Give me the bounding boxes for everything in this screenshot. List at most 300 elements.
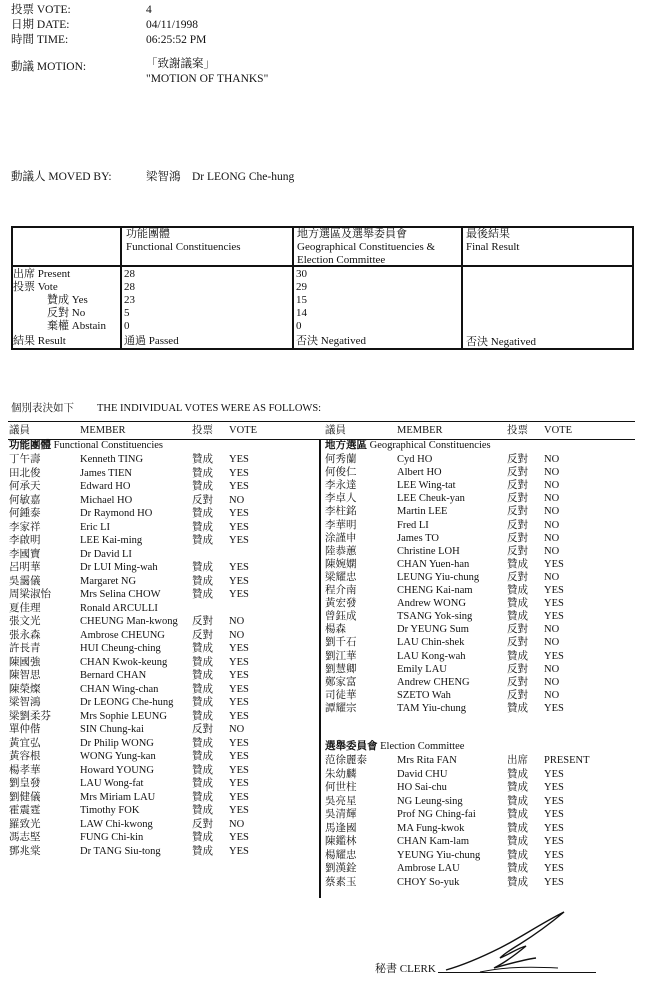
vote-row-vote-en: YES xyxy=(544,863,564,874)
vote-row-member-en: Albert HO xyxy=(397,467,442,479)
vote-row-member-cn: 楊孝華 xyxy=(9,764,41,776)
date-value: 04/11/1998 xyxy=(146,19,198,31)
vote-row-vote-cn: 反對 xyxy=(507,519,528,531)
votes-column-divider xyxy=(319,439,321,898)
summary-head-gc-en1: Geographical Constituencies & xyxy=(297,241,436,253)
vote-row-member-en: Christine LOH xyxy=(397,545,460,557)
summary-row-abstain: 棄權 Abstain xyxy=(47,320,106,332)
vote-row-vote-cn: 贊成 xyxy=(192,589,213,600)
gc-present-value: 30 xyxy=(296,268,307,280)
vote-row-member-en: LEE Kai-ming xyxy=(80,535,143,546)
vote-row-member-cn: 丁午壽 xyxy=(9,454,41,465)
vote-row-vote-cn: 贊成 xyxy=(507,650,528,662)
vote-row-member-en: LAU Kong-wah xyxy=(397,650,466,662)
vote-row-vote-cn: 贊成 xyxy=(507,822,528,834)
vote-row-member-en: Dr Raymond HO xyxy=(80,508,153,519)
vote-row-vote-en: YES xyxy=(229,589,249,600)
vote-row-vote-cn: 贊成 xyxy=(507,863,528,874)
vote-row-vote-en: YES xyxy=(229,562,249,573)
vote-row-member-en: Ambrose CHEUNG xyxy=(80,629,165,641)
ec-section-title xyxy=(325,742,464,753)
vote-row-member-en: Emily LAU xyxy=(397,663,447,675)
summary-row-no: 反對 No xyxy=(47,307,86,319)
signature-stroke xyxy=(446,912,564,970)
vote-row-vote-en: YES xyxy=(229,454,249,465)
votes-intro-en: THE INDIVIDUAL VOTES WERE AS FOLLOWS: xyxy=(97,403,322,414)
time-label: 時間 TIME: xyxy=(11,34,69,46)
vote-row-member-en: LEUNG Yiu-chung xyxy=(397,571,480,583)
vote-row-vote-cn: 反對 xyxy=(192,616,213,627)
fc-head-vote-cn: 投票 xyxy=(192,425,213,436)
vote-row-member-cn: 李啟明 xyxy=(9,535,41,546)
vote-row-member-cn: 劉漢銓 xyxy=(325,863,357,874)
vote-row-member-en: Dr LUI Ming-wah xyxy=(80,562,158,573)
vote-row-vote-en: NO xyxy=(544,545,560,557)
vote-row-member-en: Andrew WONG xyxy=(397,598,466,610)
vote-row-member-cn: 楊耀忠 xyxy=(325,849,357,861)
vote-row-member-cn: 呂明華 xyxy=(9,562,41,573)
vote-row-vote-cn: 反對 xyxy=(192,494,213,506)
vote-row-vote-en: NO xyxy=(544,454,560,465)
vote-row-member-cn: 許長青 xyxy=(9,643,41,654)
vote-row-member-en: LAU Wong-fat xyxy=(80,778,144,789)
gc-result-value: 否決 Negatived xyxy=(296,335,366,347)
vote-row-member-cn: 李家祥 xyxy=(9,521,41,533)
vote-row-vote-en: YES xyxy=(544,585,564,596)
vote-row-member-en: Dr TANG Siu-tong xyxy=(80,845,161,857)
vote-row-member-cn: 李華明 xyxy=(325,519,357,531)
vote-row-member-en: Dr David LI xyxy=(80,548,132,560)
summary-head-final-cn: 最後結果 xyxy=(466,228,510,240)
vote-row-vote-en: YES xyxy=(544,768,564,780)
vote-row-member-en: CHAN Kam-lam xyxy=(397,836,470,847)
vote-row-member-cn: 馬逢國 xyxy=(325,822,357,834)
vote-row-member-cn: 李國寶 xyxy=(9,548,41,560)
vote-row-vote-cn: 贊成 xyxy=(507,836,528,847)
vote-row-member-cn: 鄭家富 xyxy=(325,676,357,688)
vote-row-member-cn: 李卓人 xyxy=(325,493,357,505)
vote-row-member-en: Mrs Miriam LAU xyxy=(80,791,156,803)
vote-row-vote-cn: 贊成 xyxy=(192,643,213,654)
votes-top-rule xyxy=(8,421,635,422)
vote-row-vote-cn: 贊成 xyxy=(507,585,528,596)
vote-row-vote-en: YES xyxy=(229,697,249,708)
vote-row-member-en: LEE Cheuk-yan xyxy=(397,493,465,505)
vote-row-member-en: Mrs Selina CHOW xyxy=(80,589,161,600)
vote-row-vote-cn: 出席 xyxy=(507,755,528,766)
vote-row-vote-cn: 贊成 xyxy=(192,845,213,857)
vote-row-member-cn: 李永達 xyxy=(325,480,357,492)
vote-row-vote-en: YES xyxy=(229,670,249,681)
vote-row-member-en: James TO xyxy=(397,532,439,544)
motion-title-en: "MOTION OF THANKS" xyxy=(146,73,269,85)
fc-present-value: 28 xyxy=(124,268,135,280)
vote-row-vote-en: YES xyxy=(229,521,249,533)
vote-row-vote-en: YES xyxy=(229,683,249,695)
vote-row-vote-en: YES xyxy=(229,751,249,762)
vote-row-vote-en: YES xyxy=(544,598,564,610)
summary-head-gc-en2: Election Committee xyxy=(297,254,386,266)
ec-section-title-cn: 選舉委員會 xyxy=(325,741,378,752)
moved-by-label: 動議人 MOVED BY: xyxy=(11,171,112,183)
gc-section-title-cn: 地方選區 xyxy=(325,440,367,451)
vote-row-member-cn: 劉慧卿 xyxy=(325,663,357,675)
fc-head-member-cn: 議員 xyxy=(9,425,30,436)
vote-row-vote-en: NO xyxy=(229,494,245,506)
fc-abstain-value: 0 xyxy=(124,320,130,332)
vote-row-vote-en: YES xyxy=(544,849,564,861)
vote-row-member-cn: 陸恭蕙 xyxy=(325,545,357,557)
vote-row-member-en: David CHU xyxy=(397,768,448,780)
vote-row-member-en: Fred LI xyxy=(397,519,429,531)
vote-row-vote-cn: 贊成 xyxy=(192,670,213,681)
vote-row-vote-cn: 反對 xyxy=(507,532,528,544)
summary-head-fc-cn: 功能團體 xyxy=(126,228,170,240)
vote-row-member-cn: 何世柱 xyxy=(325,782,357,793)
summary-head-final-en: Final Result xyxy=(466,241,520,253)
vote-row-member-cn: 田北俊 xyxy=(9,467,41,479)
vote-row-vote-cn: 贊成 xyxy=(507,809,528,820)
vote-row-vote-en: YES xyxy=(229,710,249,722)
vote-row-vote-cn: 反對 xyxy=(192,818,213,830)
vote-row-member-cn: 司徒華 xyxy=(325,689,357,701)
gc-section-title xyxy=(325,441,491,452)
vote-row-member-en: LEE Wing-tat xyxy=(397,480,456,492)
vote-row-member-cn: 譚耀宗 xyxy=(325,702,357,714)
vote-row-vote-cn: 贊成 xyxy=(192,467,213,479)
vote-row-member-en: Martin LEE xyxy=(397,506,448,518)
clerk-label: 秘書 CLERK xyxy=(375,963,436,975)
gc-head-member-en: MEMBER xyxy=(397,425,443,436)
gc-head-member-cn: 議員 xyxy=(325,425,346,436)
gc-head-vote-cn: 投票 xyxy=(507,425,528,436)
fc-head-vote-en: VOTE xyxy=(229,425,257,436)
vote-row-member-cn: 何俊仁 xyxy=(325,467,357,479)
vote-row-vote-cn: 贊成 xyxy=(192,683,213,695)
vote-row-member-cn: 梁劉柔芬 xyxy=(9,710,51,722)
vote-row-vote-en: YES xyxy=(544,611,564,623)
vote-row-member-cn: 陳鑑林 xyxy=(325,836,357,847)
vote-row-vote-cn: 反對 xyxy=(507,480,528,492)
vote-row-vote-cn: 贊成 xyxy=(192,454,213,465)
final-result-value: 否決 Negatived xyxy=(466,336,536,348)
vote-row-member-cn: 程介南 xyxy=(325,585,357,596)
vote-row-vote-cn: 贊成 xyxy=(192,805,213,816)
vote-row-member-cn: 張文光 xyxy=(9,616,41,627)
vote-row-vote-en: YES xyxy=(229,508,249,519)
vote-row-vote-cn: 贊成 xyxy=(507,598,528,610)
vote-row-member-en: Mrs Sophie LEUNG xyxy=(80,710,167,722)
vote-row-vote-cn: 贊成 xyxy=(192,697,213,708)
vote-row-member-cn: 范徐麗泰 xyxy=(325,755,367,766)
fc-result-value: 通過 Passed xyxy=(124,335,179,347)
vote-row-vote-en: NO xyxy=(544,506,560,518)
vote-row-member-cn: 羅致光 xyxy=(9,818,41,830)
vote-row-vote-cn: 贊成 xyxy=(507,782,528,793)
vote-row-member-en: CHOY So-yuk xyxy=(397,876,460,888)
vote-row-vote-cn: 贊成 xyxy=(192,562,213,573)
vote-row-member-en: Eric LI xyxy=(80,521,111,533)
vote-row-vote-en: NO xyxy=(544,571,560,583)
vote-row-vote-cn: 贊成 xyxy=(507,702,528,714)
vote-row-member-cn: 周梁淑怡 xyxy=(9,589,51,600)
vote-row-member-cn: 何秀蘭 xyxy=(325,454,357,465)
vote-row-member-cn: 陳榮燦 xyxy=(9,683,41,695)
gc-abstain-value: 0 xyxy=(296,320,302,332)
vote-row-vote-en: NO xyxy=(544,480,560,492)
vote-row-vote-en: YES xyxy=(229,656,249,668)
vote-row-vote-en: YES xyxy=(544,650,564,662)
vote-row-member-cn: 馮志堅 xyxy=(9,832,41,843)
vote-row-vote-cn: 贊成 xyxy=(192,508,213,519)
vote-row-vote-en: NO xyxy=(544,689,560,701)
vote-row-vote-en: YES xyxy=(544,836,564,847)
vote-row-member-cn: 陳婉嫻 xyxy=(325,558,357,570)
votes-intro-cn: 個別表決如下 xyxy=(11,403,74,414)
vote-row-vote-cn: 反對 xyxy=(507,545,528,557)
vote-row-member-cn: 吳亮星 xyxy=(325,795,357,807)
vote-row-member-en: Kenneth TING xyxy=(80,454,144,465)
summary-row-present: 出席 Present xyxy=(13,268,71,280)
vote-row-member-en: MA Fung-kwok xyxy=(397,822,465,834)
vote-row-vote-en: NO xyxy=(544,532,560,544)
time-value: 06:25:52 PM xyxy=(146,34,207,46)
vote-row-member-cn: 夏佳理 xyxy=(9,602,41,614)
fc-section-title-en: Functional Constituencies xyxy=(53,440,163,451)
vote-row-vote-en: PRESENT xyxy=(544,755,590,766)
vote-row-member-en: FUNG Chi-kin xyxy=(80,832,144,843)
vote-row-vote-cn: 贊成 xyxy=(507,849,528,861)
vote-row-member-cn: 劉健儀 xyxy=(9,791,41,803)
vote-row-member-cn: 劉千石 xyxy=(325,637,357,649)
gc-head-vote-en: VOTE xyxy=(544,425,572,436)
vote-row-vote-en: NO xyxy=(544,467,560,479)
vote-row-vote-en: YES xyxy=(229,791,249,803)
vote-row-vote-cn: 贊成 xyxy=(507,611,528,623)
vote-row-member-cn: 霍震霆 xyxy=(9,805,41,816)
fc-section-title-cn: 功能團體 xyxy=(9,440,51,451)
fc-section-title xyxy=(9,441,163,452)
summary-col-rule-3 xyxy=(461,226,463,350)
vote-value: 4 xyxy=(146,4,152,16)
vote-row-member-cn: 蔡素玉 xyxy=(325,876,357,888)
vote-row-vote-en: YES xyxy=(229,737,249,749)
vote-row-member-cn: 朱幼麟 xyxy=(325,768,357,780)
summary-row-vote: 投票 Vote xyxy=(13,281,58,293)
vote-row-member-en: Prof NG Ching-fai xyxy=(397,809,476,820)
vote-row-vote-cn: 反對 xyxy=(507,571,528,583)
vote-row-vote-cn: 贊成 xyxy=(192,737,213,749)
vote-row-member-en: YEUNG Yiu-chung xyxy=(397,849,481,861)
summary-row-result: 結果 Result xyxy=(13,335,66,347)
vote-row-vote-cn: 反對 xyxy=(507,689,528,701)
vote-row-vote-en: YES xyxy=(544,876,564,888)
vote-row-vote-en: YES xyxy=(229,764,249,776)
vote-row-member-cn: 黃宜弘 xyxy=(9,737,41,749)
vote-row-member-en: Bernard CHAN xyxy=(80,670,147,681)
vote-row-vote-cn: 反對 xyxy=(507,454,528,465)
vote-row-member-cn: 陳國強 xyxy=(9,656,41,668)
vote-row-member-cn: 何鍾泰 xyxy=(9,508,41,519)
vote-row-vote-en: NO xyxy=(544,624,560,636)
vote-row-vote-cn: 贊成 xyxy=(192,521,213,533)
clerk-signature xyxy=(440,908,570,976)
gc-yes-value: 15 xyxy=(296,294,307,306)
vote-row-vote-cn: 贊成 xyxy=(192,751,213,762)
vote-row-member-en: Cyd HO xyxy=(397,454,433,465)
vote-row-member-cn: 黃宏發 xyxy=(325,598,357,610)
vote-row-vote-cn: 贊成 xyxy=(192,535,213,546)
vote-row-member-en: Edward HO xyxy=(80,481,131,492)
vote-row-vote-en: YES xyxy=(544,558,564,570)
vote-row-member-en: Dr Philip WONG xyxy=(80,737,154,749)
vote-row-vote-cn: 贊成 xyxy=(192,481,213,492)
vote-row-member-en: HUI Cheung-ching xyxy=(80,643,161,654)
vote-row-vote-en: YES xyxy=(544,809,564,820)
vote-row-member-cn: 陳智思 xyxy=(9,670,41,681)
gc-section-title-en: Geographical Constituencies xyxy=(369,440,491,451)
summary-head-fc-en: Functional Constituencies xyxy=(126,241,241,253)
vote-row-vote-en: YES xyxy=(544,702,564,714)
vote-row-vote-cn: 反對 xyxy=(507,624,528,636)
vote-row-vote-en: NO xyxy=(544,663,560,675)
vote-row-vote-cn: 贊成 xyxy=(192,710,213,722)
vote-row-member-cn: 梁耀忠 xyxy=(325,571,357,583)
vote-row-vote-cn: 反對 xyxy=(507,663,528,675)
vote-row-vote-en: NO xyxy=(544,637,560,649)
vote-row-member-cn: 何承天 xyxy=(9,481,41,492)
moved-by-value: 梁智鴻 Dr LEONG Che-hung xyxy=(146,171,295,183)
vote-row-vote-en: YES xyxy=(229,535,249,546)
vote-row-vote-en: YES xyxy=(544,782,564,793)
vote-row-vote-cn: 反對 xyxy=(192,629,213,641)
vote-row-vote-en: YES xyxy=(229,467,249,479)
vote-row-vote-cn: 贊成 xyxy=(192,656,213,668)
vote-row-member-en: TAM Yiu-chung xyxy=(397,702,467,714)
vote-row-vote-cn: 贊成 xyxy=(507,768,528,780)
vote-row-member-cn: 鄧兆棠 xyxy=(9,845,41,857)
vote-row-vote-en: NO xyxy=(229,818,245,830)
vote-row-member-en: CHAN Kwok-keung xyxy=(80,656,168,668)
summary-row-yes: 贊成 Yes xyxy=(47,294,88,306)
vote-row-vote-en: NO xyxy=(544,493,560,505)
summary-col-rule-1 xyxy=(120,226,122,350)
vote-row-member-en: CHENG Kai-nam xyxy=(397,585,473,596)
vote-row-member-en: Dr LEONG Che-hung xyxy=(80,697,174,708)
vote-row-vote-cn: 反對 xyxy=(507,467,528,479)
motion-label: 動議 MOTION: xyxy=(11,61,87,73)
vote-row-member-en: NG Leung-sing xyxy=(397,795,463,807)
vote-row-member-en: James TIEN xyxy=(80,467,133,479)
vote-row-member-en: WONG Yung-kan xyxy=(80,751,156,762)
vote-row-vote-cn: 贊成 xyxy=(192,778,213,789)
vote-row-vote-en: YES xyxy=(229,805,249,816)
vote-row-vote-en: YES xyxy=(229,643,249,654)
vote-row-member-en: Dr YEUNG Sum xyxy=(397,624,469,636)
vote-row-vote-cn: 贊成 xyxy=(192,791,213,803)
vote-row-vote-en: NO xyxy=(229,724,245,735)
vote-row-member-cn: 劉皇發 xyxy=(9,778,41,789)
vote-row-member-cn: 吳靄儀 xyxy=(9,575,41,587)
gc-vote-value: 29 xyxy=(296,281,307,293)
vote-row-member-en: Howard YOUNG xyxy=(80,764,154,776)
vote-row-member-cn: 劉江華 xyxy=(325,650,357,662)
vote-row-vote-en: YES xyxy=(229,778,249,789)
vote-row-member-en: HO Sai-chu xyxy=(397,782,447,793)
vote-row-vote-en: YES xyxy=(229,845,249,857)
vote-row-vote-en: NO xyxy=(544,519,560,531)
vote-row-member-cn: 張永森 xyxy=(9,629,41,641)
vote-row-vote-cn: 反對 xyxy=(507,676,528,688)
vote-row-member-en: Mrs Rita FAN xyxy=(397,755,457,766)
vote-row-member-cn: 單仲偕 xyxy=(9,724,41,735)
vote-row-member-en: CHEUNG Man-kwong xyxy=(80,616,178,627)
vote-row-vote-cn: 贊成 xyxy=(507,876,528,888)
vote-row-vote-en: NO xyxy=(544,676,560,688)
vote-row-member-en: TSANG Yok-sing xyxy=(397,611,473,623)
vote-row-member-cn: 曾鈺成 xyxy=(325,611,357,623)
ec-section-title-en: Election Committee xyxy=(380,741,465,752)
vote-row-member-en: CHAN Wing-chan xyxy=(80,683,159,695)
summary-col-rule-2 xyxy=(292,226,294,350)
vote-row-member-en: LAU Chin-shek xyxy=(397,637,465,649)
vote-row-vote-cn: 贊成 xyxy=(192,575,213,587)
vote-row-member-cn: 李柱銘 xyxy=(325,506,357,518)
vote-row-member-en: Andrew CHENG xyxy=(397,676,470,688)
vote-row-member-en: Margaret NG xyxy=(80,575,137,587)
vote-row-vote-cn: 反對 xyxy=(507,637,528,649)
vote-row-member-cn: 吳清輝 xyxy=(325,809,357,820)
date-label: 日期 DATE: xyxy=(11,19,70,31)
vote-row-vote-en: NO xyxy=(229,616,245,627)
vote-row-vote-en: YES xyxy=(544,822,564,834)
vote-row-member-en: SZETO Wah xyxy=(397,689,451,701)
fc-no-value: 5 xyxy=(124,307,130,319)
fc-yes-value: 23 xyxy=(124,294,135,306)
vote-row-member-en: Ambrose LAU xyxy=(397,863,460,874)
vote-row-vote-en: YES xyxy=(544,795,564,807)
vote-row-vote-en: NO xyxy=(229,629,245,641)
vote-row-member-cn: 涂謹申 xyxy=(325,532,357,544)
motion-title-cn: 「致謝議案」 xyxy=(146,58,215,70)
vote-row-member-cn: 楊森 xyxy=(325,624,346,636)
fc-head-member-en: MEMBER xyxy=(80,425,126,436)
vote-row-member-en: Michael HO xyxy=(80,494,133,506)
vote-row-vote-cn: 反對 xyxy=(192,724,213,735)
vote-row-member-en: SIN Chung-kai xyxy=(80,724,144,735)
summary-head-gc-cn: 地方選區及選舉委員會 xyxy=(297,228,407,240)
vote-row-member-cn: 黃容根 xyxy=(9,751,41,762)
vote-row-member-cn: 梁智鴻 xyxy=(9,697,41,708)
vote-row-vote-en: YES xyxy=(229,832,249,843)
vote-row-member-en: CHAN Yuen-han xyxy=(397,558,470,570)
vote-row-member-cn: 何敏嘉 xyxy=(9,494,41,506)
clerk-signature-line xyxy=(438,972,596,973)
vote-row-member-en: LAW Chi-kwong xyxy=(80,818,153,830)
gc-no-value: 14 xyxy=(296,307,307,319)
vote-row-vote-cn: 贊成 xyxy=(192,832,213,843)
vote-row-member-en: Timothy FOK xyxy=(80,805,140,816)
vote-row-vote-cn: 贊成 xyxy=(507,795,528,807)
vote-row-vote-en: YES xyxy=(229,575,249,587)
fc-vote-value: 28 xyxy=(124,281,135,293)
vote-row-vote-en: YES xyxy=(229,481,249,492)
vote-row-member-en: Ronald ARCULLI xyxy=(80,602,158,614)
vote-row-vote-cn: 贊成 xyxy=(507,558,528,570)
vote-label: 投票 VOTE: xyxy=(11,4,71,16)
vote-row-vote-cn: 贊成 xyxy=(192,764,213,776)
vote-row-vote-cn: 反對 xyxy=(507,493,528,505)
